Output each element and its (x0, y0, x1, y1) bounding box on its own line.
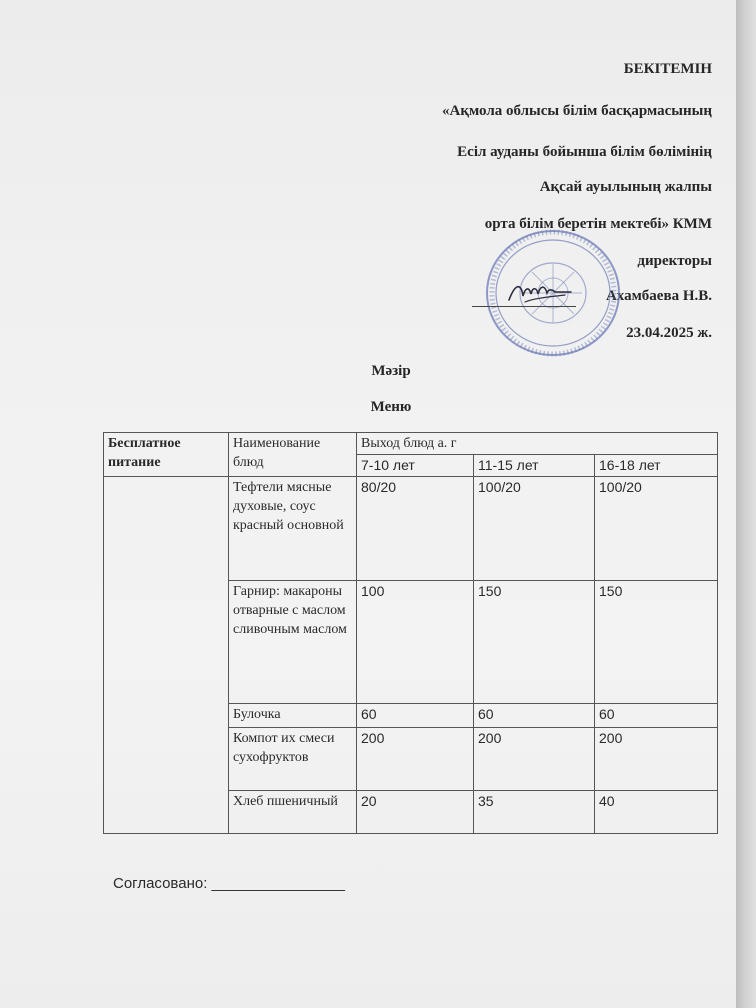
table-row (104, 477, 718, 581)
table-header-row (104, 433, 718, 455)
menu-title-russian: Меню (370, 399, 412, 415)
dish-name: Тефтели мясные духовые, соус красный основной (229, 477, 357, 581)
header-line-4: орта білім беретін мектебі» КММ (484, 216, 712, 232)
yield-16-18: 200 (595, 728, 718, 791)
yield-7-10: 100 (357, 581, 474, 704)
yield-16-18: 60 (595, 704, 718, 728)
header-line-3: Ақсай ауылының жалпы (539, 179, 712, 195)
dish-name: Компот их смеси сухофруктов (229, 728, 357, 791)
yield-7-10: 20 (357, 791, 474, 834)
yield-11-15: 60 (474, 704, 595, 728)
signature-icon (505, 278, 575, 306)
page-edge (736, 0, 756, 1008)
free-meal-header: Бесплатное питание (104, 433, 229, 477)
age-group-11-15: 11-15 лет (474, 455, 595, 477)
approval-date: 23.04.2025 ж. (626, 325, 712, 341)
approve-heading: БЕКІТЕМІН (623, 61, 712, 77)
yield-header: Выход блюд а. г (357, 433, 718, 455)
dish-name: Булочка (229, 704, 357, 728)
yield-11-15: 35 (474, 791, 595, 834)
dish-name-header: Наименование блюд (229, 433, 357, 477)
yield-16-18: 150 (595, 581, 718, 704)
signature-line (472, 306, 576, 307)
yield-16-18: 100/20 (595, 477, 718, 581)
yield-7-10: 60 (357, 704, 474, 728)
yield-7-10: 80/20 (357, 477, 474, 581)
dish-name: Гарнир: макароны отварные с маслом сливочным маслом (229, 581, 357, 704)
dish-name: Хлеб пшеничный (229, 791, 357, 834)
header-line-5: директоры (637, 253, 712, 269)
header-line-2: Есіл ауданы бойынша білім бөлімінің (457, 144, 712, 160)
menu-title-kazakh: Мәзір (371, 363, 411, 379)
age-group-7-10: 7-10 лет (357, 455, 474, 477)
menu-table (103, 432, 718, 834)
signer-name: Ахамбаева Н.В. (605, 288, 712, 304)
header-line-1: «Ақмола облысы білім басқармасының (442, 103, 712, 119)
yield-11-15: 100/20 (474, 477, 595, 581)
yield-7-10: 200 (357, 728, 474, 791)
empty-category-cell (104, 477, 229, 834)
yield-11-15: 200 (474, 728, 595, 791)
agreed-signature-field: Согласовано: ________________ (113, 875, 346, 892)
yield-16-18: 40 (595, 791, 718, 834)
yield-11-15: 150 (474, 581, 595, 704)
age-group-16-18: 16-18 лет (595, 455, 718, 477)
